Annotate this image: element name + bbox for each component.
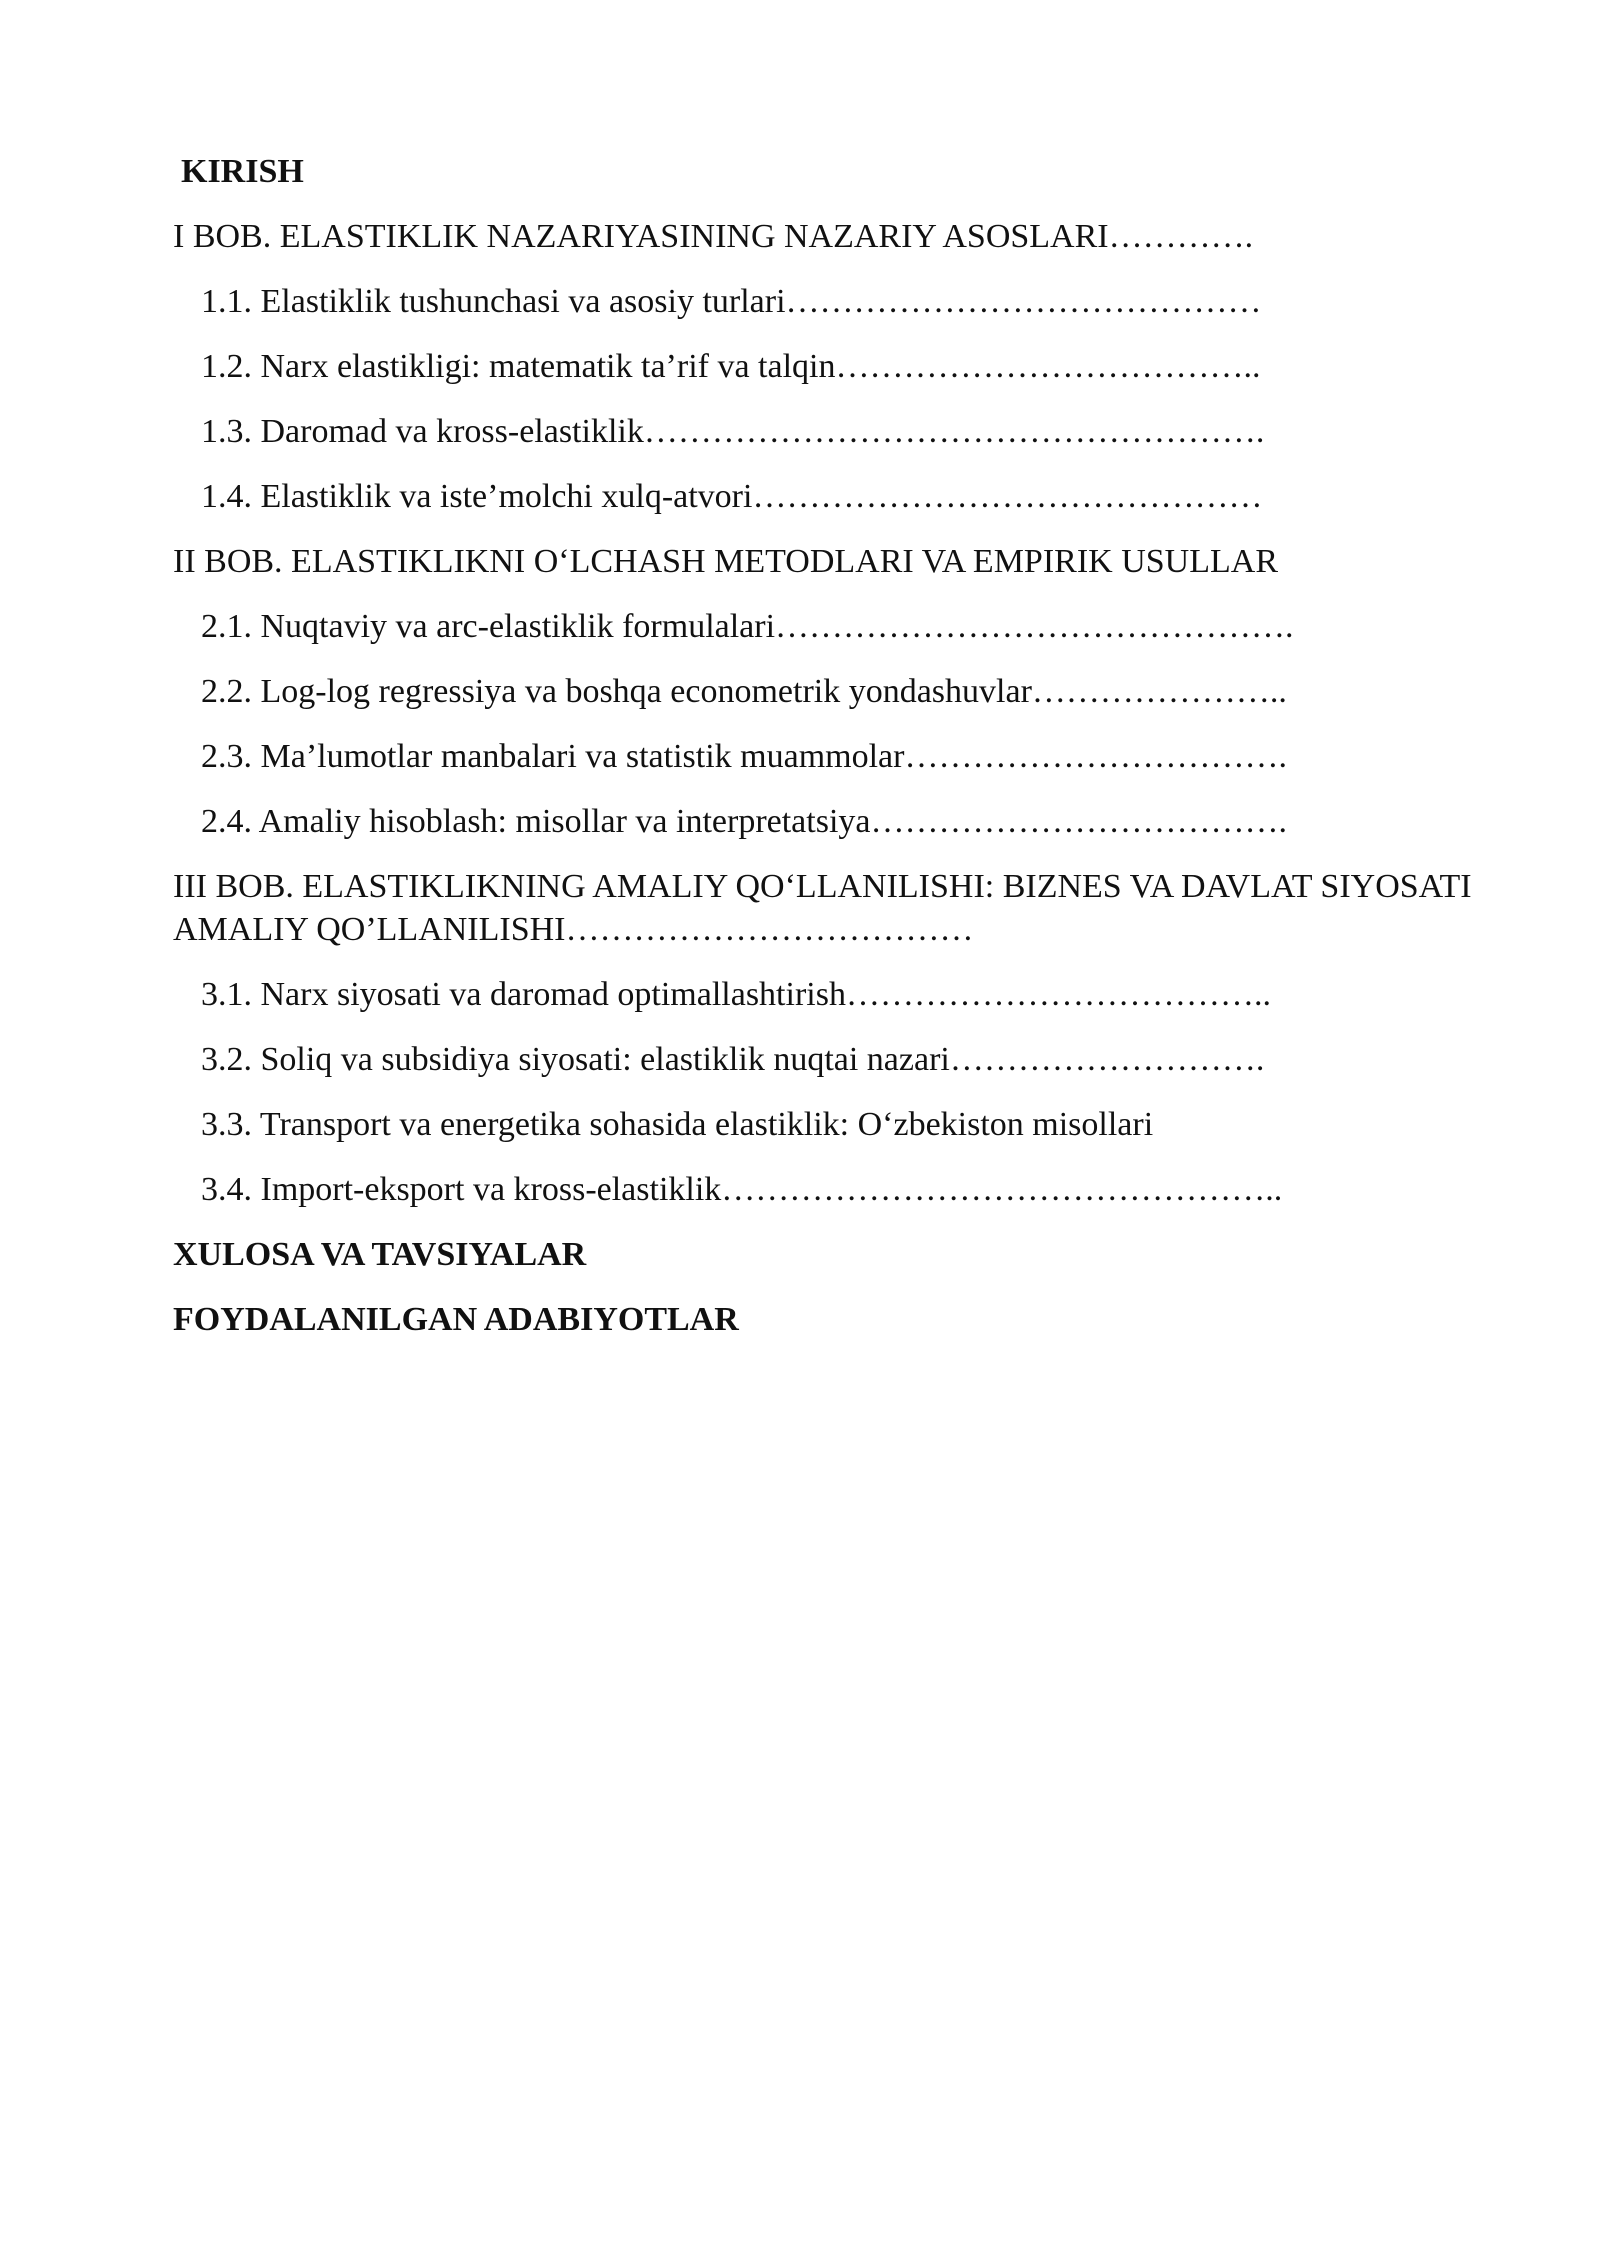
toc-item-3-3: 3.3. Transport va energetika sohasida elastiklik: O‘zbekiston misollari [201,1106,1154,1143]
toc-intro: KIRISH [181,153,304,190]
table-of-contents [173,150,1473,1363]
toc-item-2-2: 2.2. Log-log regressiya va boshqa econometrik yondashuvlar………………….. [201,673,1287,710]
toc-references: FOYDALANILGAN ADABIYOTLAR [173,1301,739,1338]
toc-item-3-2: 3.2. Soliq va subsidiya siyosati: elastiklik nuqtai nazari………………………. [201,1041,1265,1078]
toc-item-1-2: 1.2. Narx elastikligi: matematik ta’rif va talqin……………………………….. [201,348,1261,385]
toc-item-1-1: 1.1. Elastiklik tushunchasi va asosiy turlari…………………………………… [201,283,1262,320]
toc-chapter-1-title: I BOB. ELASTIKLIK NAZARIYASINING NAZARIY ASOSLARI…………. [173,218,1254,255]
toc-item-3-4: 3.4. Import-eksport va kross-elastiklik………………………………………….. [201,1171,1283,1208]
toc-item-2-3: 2.3. Ma’lumotlar manbalari va statistik muammolar……………………………. [201,738,1287,775]
toc-chapter-3-title: III BOB. ELASTIKLIKNING AMALIY QO‘LLANILISHI: BIZNES VA DAVLAT SIYOSATI AMALIY QO’LLANILISHI……………………………… [173,868,1472,948]
toc-item-1-3: 1.3. Daromad va kross-elastiklik………………………………………………. [201,413,1265,450]
toc-item-3-1: 3.1. Narx siyosati va daromad optimallashtirish……………………………….. [201,976,1271,1013]
toc-item-1-4: 1.4. Elastiklik va iste’molchi xulq-atvori……………………………………… [201,478,1263,515]
toc-chapter-2-title: II BOB. ELASTIKLIKNI O‘LCHASH METODLARI VA EMPIRIK USULLAR [173,543,1278,580]
toc-conclusion: XULOSA VA TAVSIYALAR [173,1236,587,1273]
toc-item-2-1: 2.1. Nuqtaviy va arc-elastiklik formulalari………………………………………. [201,608,1294,645]
toc-item-2-4: 2.4. Amaliy hisoblash: misollar va interpretatsiya………………………………. [201,803,1287,840]
